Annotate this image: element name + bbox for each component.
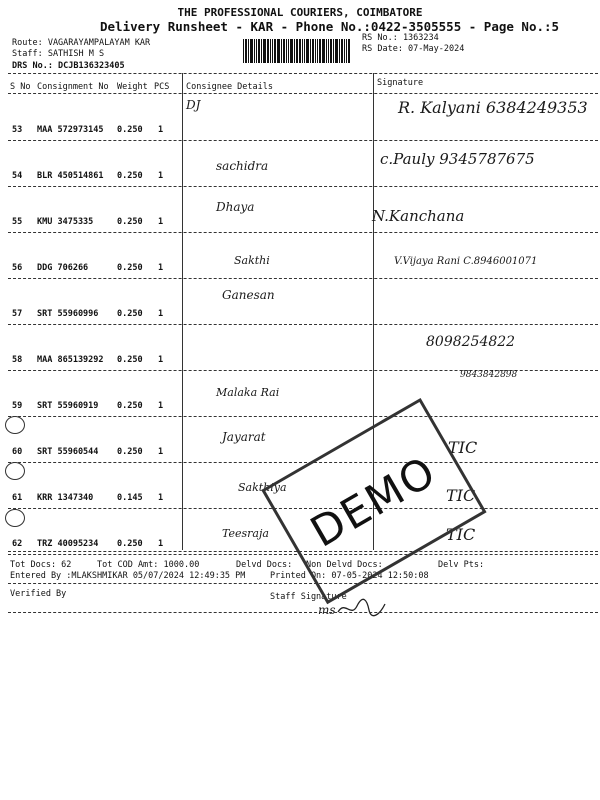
row-sno: 55	[12, 217, 23, 227]
row-signature-handwriting: N.Kanchana	[372, 207, 465, 225]
non-delivered-docs: Non Delvd Docs:	[306, 560, 383, 570]
row-signature-handwriting: 8098254822	[426, 334, 516, 350]
row-pcs: 1	[158, 401, 164, 411]
footer-rule	[8, 583, 598, 584]
row-separator	[8, 232, 598, 233]
col-header-consignment: Consignment No	[37, 82, 109, 92]
row-pcs: 1	[158, 447, 164, 457]
row-consignment-no: KMU 3475335	[37, 217, 94, 227]
row-weight: 0.250	[117, 309, 143, 319]
circle-mark	[5, 462, 25, 480]
bottom-rule	[8, 612, 598, 613]
row-sno: 58	[12, 355, 23, 365]
staff-signature-scribble	[335, 596, 387, 622]
entered-by: Entered By :MLAKSHMIKAR 05/07/2024 12:49:35 PM	[10, 571, 246, 581]
row-separator	[8, 186, 598, 187]
delivered-docs: Delvd Docs:	[236, 560, 293, 570]
row-weight: 0.250	[117, 447, 143, 457]
demo-stamp-text: DEMO	[302, 445, 446, 557]
header-rule	[8, 93, 598, 94]
staff-signature-label: Staff Signature	[270, 592, 347, 602]
row-separator	[8, 416, 598, 417]
row-consignee-handwriting: Sakthiya	[238, 481, 287, 494]
row-consignee-handwriting: Dhaya	[216, 200, 255, 214]
row-separator	[8, 462, 598, 463]
row-consignment-no: BLR 450514861	[37, 171, 104, 181]
total-docs: Tot Docs: 62	[10, 560, 72, 570]
route-label: Route: VAGARAYAMPALAYAM KAR	[12, 38, 151, 48]
row-weight: 0.250	[117, 355, 143, 365]
row-consignee-handwriting: DJ	[186, 98, 201, 112]
row-weight: 0.145	[117, 493, 143, 503]
row-consignee-handwriting: Teesraja	[222, 527, 269, 540]
row-weight: 0.250	[117, 125, 143, 135]
row-consignee-handwriting: Sakthi	[234, 254, 270, 267]
delivery-points: Delv Pts:	[438, 560, 485, 570]
col-header-signature: Signature	[377, 78, 424, 88]
row-consignment-no: TRZ 40095234	[37, 539, 99, 549]
row-consignee-handwriting: Malaka Rai	[216, 386, 280, 399]
row-weight: 0.250	[117, 539, 143, 549]
row-signature-handwriting: 9843842898	[460, 370, 518, 380]
row-sno: 57	[12, 309, 23, 319]
row-sno: 60	[12, 447, 23, 457]
row-separator	[8, 140, 598, 141]
staff-label: Staff: SATHISH M S	[12, 49, 105, 59]
row-pcs: 1	[158, 309, 164, 319]
row-sno: 62	[12, 539, 23, 549]
row-weight: 0.250	[117, 263, 143, 273]
row-sno: 61	[12, 493, 23, 503]
row-sno: 54	[12, 171, 23, 181]
row-pcs: 1	[158, 171, 164, 181]
row-signature-handwriting: TIC	[446, 525, 476, 544]
row-weight: 0.250	[117, 217, 143, 227]
row-signature-handwriting: V.Vijaya Rani C.8946001071	[394, 256, 538, 267]
staff-signature-mark: ms	[318, 603, 336, 617]
row-consignee-handwriting: Ganesan	[222, 288, 275, 302]
col-header-sno: S No	[10, 82, 31, 92]
column-divider	[182, 73, 183, 550]
row-consignment-no: SRT 55960919	[37, 401, 99, 411]
row-sno: 53	[12, 125, 23, 135]
row-pcs: 1	[158, 217, 164, 227]
printed-on: Printed On: 07-05-2024 12:50:08	[270, 571, 429, 581]
row-pcs: 1	[158, 539, 164, 549]
row-consignment-no: SRT 55960996	[37, 309, 99, 319]
row-separator	[8, 324, 598, 325]
table-top-rule	[8, 73, 598, 74]
total-cod: Tot COD Amt: 1000.00	[97, 560, 200, 570]
row-pcs: 1	[158, 493, 164, 503]
col-header-weight: Weight	[117, 82, 148, 92]
row-weight: 0.250	[117, 401, 143, 411]
row-sno: 59	[12, 401, 23, 411]
row-consignment-no: MAA 572973145	[37, 125, 104, 135]
col-header-pcs: PCS	[154, 82, 170, 92]
row-signature-handwriting: R. Kalyani 6384249353	[398, 98, 588, 117]
runsheet-subtitle: Delivery Runsheet - KAR - Phone No.:0422-3505555 - Page No.:5	[100, 19, 560, 34]
row-weight: 0.250	[117, 171, 143, 181]
row-consignee-handwriting: Jayarat	[222, 430, 266, 444]
rs-number: RS No.: 1363234	[362, 33, 439, 43]
row-signature-handwriting: c.Pauly 9345787675	[380, 150, 535, 168]
row-signature-handwriting: TIC	[448, 438, 478, 457]
row-consignment-no: DDG 706266	[37, 263, 89, 273]
row-pcs: 1	[158, 263, 164, 273]
row-pcs: 1	[158, 125, 164, 135]
row-consignee-handwriting: sachidra	[216, 159, 269, 173]
drs-number: DRS No.: DCJB136323405	[12, 61, 125, 71]
circle-mark	[5, 509, 25, 527]
row-pcs: 1	[158, 355, 164, 365]
circle-mark	[5, 416, 25, 434]
rs-date: RS Date: 07-May-2024	[362, 44, 465, 54]
row-consignment-no: SRT 55960544	[37, 447, 99, 457]
row-signature-handwriting: TIC	[446, 486, 476, 505]
row-separator	[8, 278, 598, 279]
row-consignment-no: MAA 865139292	[37, 355, 104, 365]
row-sno: 56	[12, 263, 23, 273]
barcode	[243, 39, 357, 63]
verified-by-label: Verified By	[10, 589, 67, 599]
company-title: THE PROFESSIONAL COURIERS, COIMBATORE	[177, 6, 423, 19]
col-header-consignee: Consignee Details	[186, 82, 273, 92]
row-consignment-no: KRR 1347340	[37, 493, 94, 503]
